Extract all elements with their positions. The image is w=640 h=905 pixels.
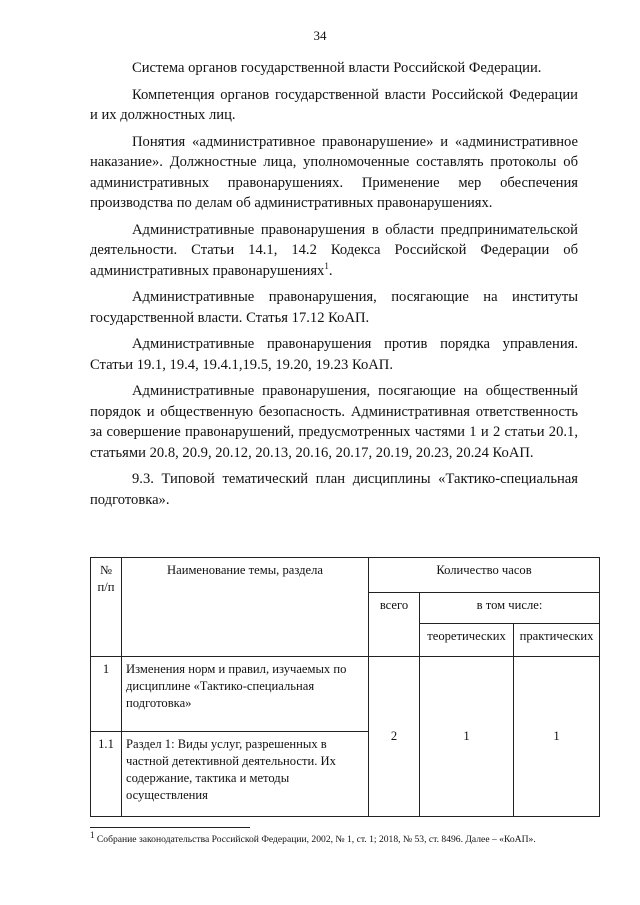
cell-total-hours: 2	[369, 657, 420, 817]
footnote-marker: 1	[90, 829, 95, 840]
body-text	[90, 58, 578, 516]
header-number: № п/п	[91, 558, 122, 657]
header-total: всего	[369, 593, 420, 657]
paragraph: Административные правонарушения против порядка управления. Статьи 19.1, 19.4, 19.4.1,19.5, 19.20, 19.23 КоАП.	[90, 336, 578, 373]
header-theoretical: теоретических	[420, 624, 514, 657]
footnote	[90, 829, 590, 846]
row-topic: Изменения норм и правил, изучаемых по дисциплине «Тактико-специальная подготовка»	[122, 657, 369, 732]
header-including: в том числе:	[420, 593, 600, 624]
header-hours: Количество часов	[369, 558, 600, 593]
row-topic: Раздел 1: Виды услуг, разрешенных в частной детективной деятельности. Их содержание, тактика и методы осуществления	[122, 732, 369, 817]
paragraph: Административные правонарушения, посягающие на общественный порядок и общественную безопасность. Административная ответственность за совершение правонарушений, предусмотренных частями 1 и 2 статьи 20.1, статьями 20.8, 20.9, 20.12, 20.13, 20.16, 20.17, 20.19, 20.23, 20.24 КоАП.	[90, 383, 578, 461]
paragraph: Система органов государственной власти Российской Федерации.	[132, 60, 542, 76]
table-row	[91, 657, 600, 732]
footnote-divider	[90, 827, 250, 828]
table-header-row	[91, 558, 600, 593]
section-heading: 9.3. Типовой тематический план дисциплины «Тактико-специальная подготовка».	[90, 471, 578, 508]
paragraph-text: Административные правонарушения в области предпринимательской деятельности. Статьи 14.1, 14.2 Кодекса Российской Федерации об административных правонарушениях	[90, 221, 578, 279]
header-practical: практических	[514, 624, 600, 657]
paragraph: Административные правонарушения в области предпринимательской деятельности. Статьи 14.1, 14.2 Кодекса Российской Федерации об административных правонарушениях$^1$.	[90, 221, 578, 279]
paragraph: Компетенция органов государственной власти Российской Федерации и их должностных лиц.	[90, 86, 578, 123]
thematic-plan-table	[90, 557, 600, 817]
footnote-reference: 1	[324, 260, 329, 271]
page-number: 34	[313, 28, 327, 43]
row-number: 1	[91, 657, 122, 732]
footnote-text: Собрание законодательства Российской Федерации, 2002, № 1, ст. 1; 2018, № 53, ст. 8496. Далее – «КоАП».	[96, 834, 536, 845]
header-topic-name: Наименование темы, раздела	[122, 558, 369, 657]
paragraph: Административные правонарушения, посягающие на институты государственной власти. Статья 17.12 КоАП.	[90, 289, 578, 326]
row-number: 1.1	[91, 732, 122, 817]
cell-practical-hours: 1	[514, 657, 600, 817]
cell-theoretical-hours: 1	[420, 657, 514, 817]
paragraph: Понятия «административное правонарушение» и «административное наказание». Должностные лица, уполномоченные составлять протоколы об административных правонарушениях. Применение мер обеспечения производства по делам об административных правонарушениях.	[90, 133, 578, 211]
